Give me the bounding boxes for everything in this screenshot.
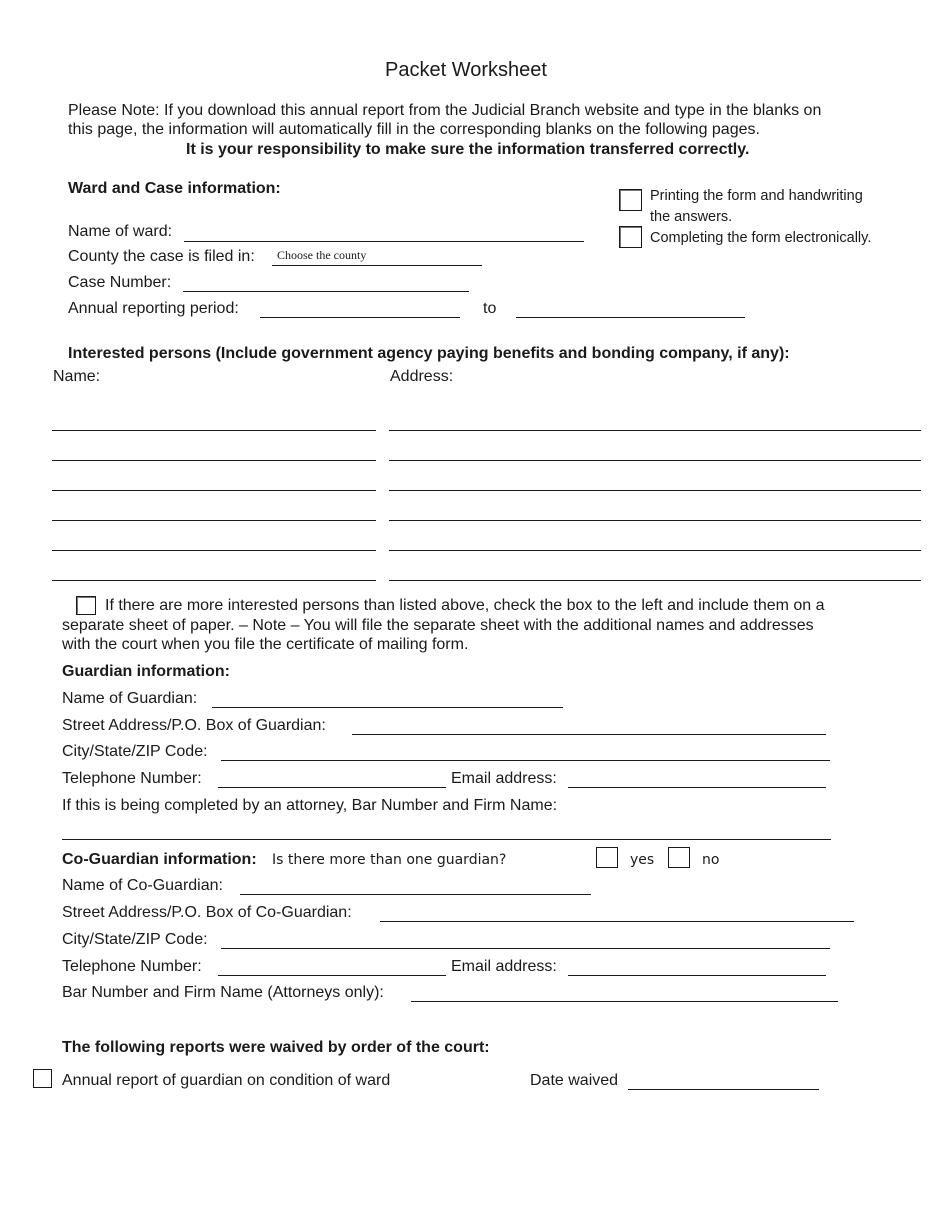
print-form-label-1: Printing the form and handwriting [650,188,863,204]
interested-address-field[interactable] [389,550,921,551]
interested-heading: Interested persons (Include government agency paying benefits and bonding company, if any): [68,345,790,362]
coguardian-question: Is there more than one guardian? [272,852,507,868]
case-number-label: Case Number: [68,274,172,291]
coguardian-street-label: Street Address/P.O. Box of Co-Guardian: [62,904,352,921]
guardian-name-field[interactable] [212,707,563,708]
guardian-phone-field[interactable] [218,787,446,788]
waived-report-label: Annual report of guardian on condition of ward [62,1072,391,1089]
coguardian-street-field[interactable] [380,921,854,922]
coguardian-phone-field[interactable] [218,975,446,976]
more-persons-line-3: with the court when you file the certificate of mailing form. [62,636,469,653]
page-title: Packet Worksheet [385,59,547,81]
coguardian-no-checkbox[interactable] [668,847,690,868]
guardian-email-field[interactable] [568,787,826,788]
interested-name-field[interactable] [52,430,376,431]
more-persons-checkbox[interactable] [76,596,96,615]
period-end-field[interactable] [516,317,745,318]
coguardian-name-label: Name of Co-Guardian: [62,877,223,894]
period-to-label: to [483,300,497,317]
coguardian-email-field[interactable] [568,975,826,976]
coguardian-yes-checkbox[interactable] [596,847,618,868]
waived-heading: The following reports were waived by order of the court: [62,1039,490,1056]
note-line-1: Please Note: If you download this annual report from the Judicial Branch website and type in the blanks on [68,102,822,119]
coguardian-name-field[interactable] [240,894,591,895]
interested-name-column: Name: [53,368,101,385]
more-persons-line-2: separate sheet of paper. – Note – You will file the separate sheet with the additional names and addresses [62,617,814,634]
interested-address-field[interactable] [389,460,921,461]
interested-address-field[interactable] [389,580,921,581]
guardian-attorney-field[interactable] [62,839,831,840]
electronic-form-label: Completing the form electronically. [650,230,872,246]
coguardian-phone-label: Telephone Number: [62,958,202,975]
coguardian-heading: Co-Guardian information: [62,851,257,868]
guardian-attorney-label: If this is being completed by an attorney, Bar Number and Firm Name: [62,797,558,814]
guardian-city-field[interactable] [221,760,830,761]
more-persons-line-1: If there are more interested persons than listed above, check the box to the left and include them on a [105,597,825,614]
date-waived-field[interactable] [628,1089,819,1090]
interested-name-field[interactable] [52,550,376,551]
interested-name-field[interactable] [52,580,376,581]
coguardian-yes-label: yes [630,852,655,868]
interested-address-field[interactable] [389,520,921,521]
print-form-checkbox[interactable] [619,189,642,211]
county-select[interactable]: Choose the county [277,248,367,262]
ward-name-label: Name of ward: [68,223,173,240]
coguardian-bar-label: Bar Number and Firm Name (Attorneys only): [62,984,384,1001]
interested-name-field[interactable] [52,460,376,461]
interested-address-field[interactable] [389,490,921,491]
case-number-field[interactable] [183,291,469,292]
date-waived-label: Date waived [530,1072,619,1089]
guardian-name-label: Name of Guardian: [62,690,198,707]
ward-name-field[interactable] [184,241,584,242]
print-form-label-2: the answers. [650,209,733,225]
note-line-2: this page, the information will automatically fill in the corresponding blanks on the following pages. [68,121,760,138]
interested-name-field[interactable] [52,520,376,521]
interested-address-field[interactable] [389,430,921,431]
coguardian-no-label: no [702,852,720,868]
coguardian-city-field[interactable] [221,948,830,949]
interested-name-field[interactable] [52,490,376,491]
guardian-email-label: Email address: [451,770,557,787]
electronic-form-checkbox[interactable] [619,226,642,248]
ward-heading: Ward and Case information: [68,180,281,197]
county-label: County the case is filed in: [68,248,255,265]
note-responsibility: It is your responsibility to make sure the information transferred correctly. [186,141,750,158]
coguardian-bar-field[interactable] [411,1001,838,1002]
interested-address-column: Address: [390,368,454,385]
guardian-heading: Guardian information: [62,663,230,680]
guardian-city-label: City/State/ZIP Code: [62,743,208,760]
guardian-street-field[interactable] [352,734,826,735]
period-start-field[interactable] [260,317,460,318]
guardian-phone-label: Telephone Number: [62,770,202,787]
waived-report-checkbox[interactable] [33,1069,52,1088]
coguardian-city-label: City/State/ZIP Code: [62,931,208,948]
period-label: Annual reporting period: [68,300,239,317]
guardian-street-label: Street Address/P.O. Box of Guardian: [62,717,326,734]
coguardian-email-label: Email address: [451,958,557,975]
county-underline [272,265,482,266]
